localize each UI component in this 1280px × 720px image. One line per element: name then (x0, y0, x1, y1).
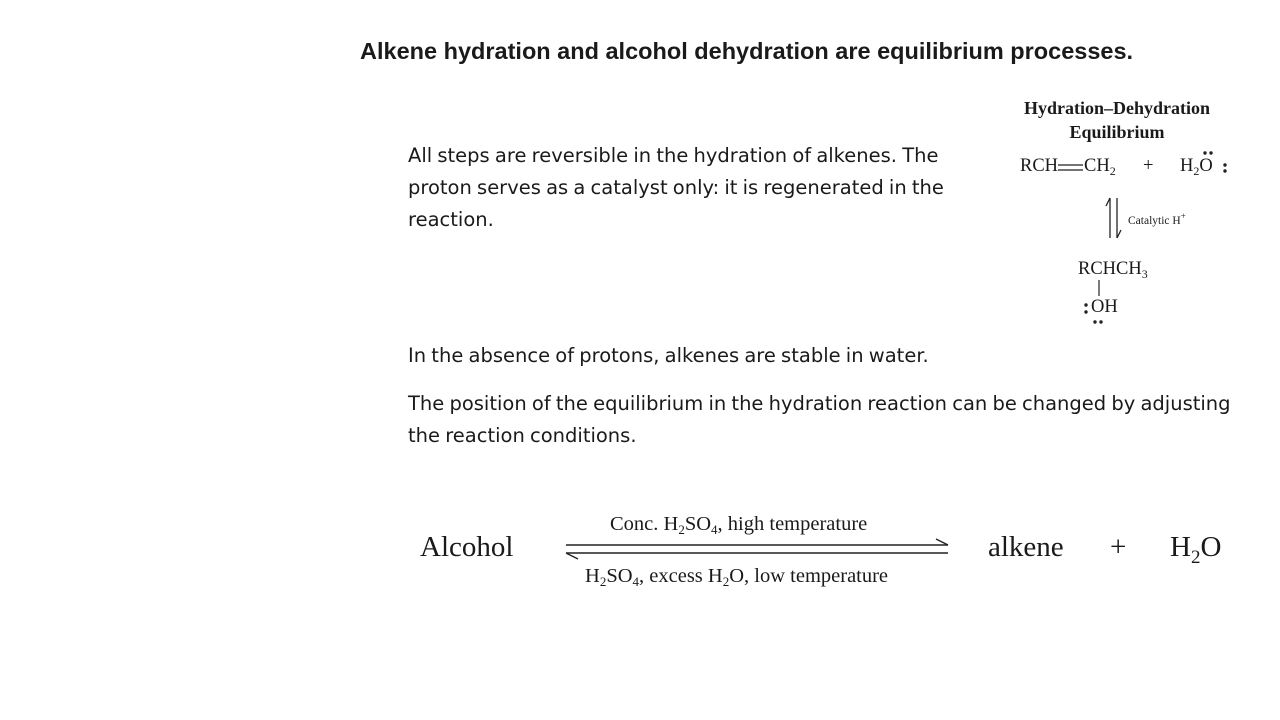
dehydration-equation (410, 505, 1250, 605)
product-alkene: alkene (988, 531, 1064, 563)
forward-conditions: Conc. $H_2SO_4$, high temperature (610, 513, 868, 537)
hydroxyl-group: OH (1091, 297, 1118, 317)
alkene-formula: RCH $CH_2$ (1020, 156, 1116, 178)
plus-sign: + (1143, 156, 1154, 176)
paragraph-equilibrium-position: The position of the equilibrium in the hydration reaction can be changed by adjusting the reaction conditions. (408, 392, 1231, 447)
paragraph-absence-of-protons: In the absence of protons, alkenes are stable in water. (408, 344, 929, 367)
paragraph-reversible-steps: All steps are reversible in the hydration of alkenes. The proton serves as a catalyst only: it is regenerated in the reaction. (408, 144, 944, 231)
water-formula: $H_2O$ (1180, 156, 1213, 178)
slide-title: Alkene hydration and alcohol dehydration are equilibrium processes. (360, 38, 1134, 64)
hydration-dehydration-figure (1000, 92, 1270, 342)
product-water: $H_2O$ (1170, 531, 1222, 568)
catalyst-label: Catalytic H+ (1128, 211, 1186, 227)
reverse-conditions: $H_2SO_4$, excess $H_2O$, low temperature (585, 565, 889, 589)
figure-title-line1: Hydration–Dehydration (1023, 98, 1210, 118)
product-plus: + (1110, 531, 1127, 563)
figure-title-line2: Equilibrium (1069, 122, 1165, 142)
reactant-alcohol: Alcohol (420, 531, 514, 563)
alcohol-formula: $RCHCH_3$ (1078, 259, 1148, 281)
